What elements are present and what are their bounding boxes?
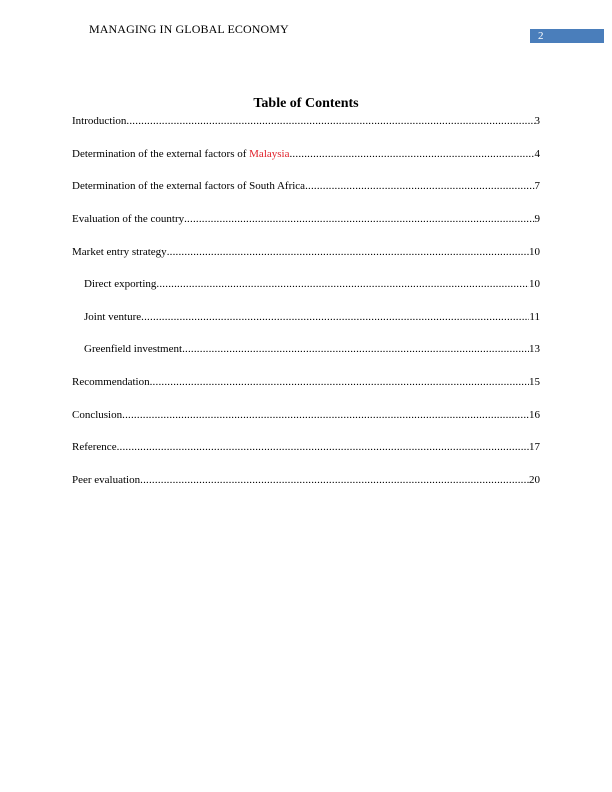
toc-entry-label: Peer evaluation: [72, 474, 141, 486]
toc-entry-label: Determination of the external factors of South Africa: [72, 180, 306, 192]
toc-leader-dots: [141, 310, 529, 325]
toc-entry-label: Recommendation: [72, 376, 150, 388]
toc-entry-label: Market entry strategy: [72, 246, 167, 258]
toc-entry-page: 20: [529, 474, 540, 486]
toc-title: Table of Contents: [253, 96, 359, 111]
toc-leader-dots: [122, 408, 529, 423]
toc-entry-joint-venture[interactable]: [72, 310, 540, 325]
running-header-title: MANAGING IN GLOBAL ECONOMY: [89, 22, 289, 36]
toc-entry-page: 11: [529, 311, 540, 323]
toc-entry-page: 4: [534, 148, 540, 160]
toc-entry-page: 10: [529, 278, 540, 290]
toc-entry-label: Conclusion: [72, 409, 123, 421]
toc-entry-page: 9: [534, 213, 540, 225]
toc-leader-dots: [117, 440, 529, 455]
toc-entry-page: 10: [529, 246, 540, 258]
toc-entry-page: 16: [529, 409, 540, 421]
toc-entry-label: Joint venture: [84, 311, 142, 323]
page-number-badge: 2: [530, 29, 604, 43]
toc-entry-external-factors-malaysia[interactable]: [72, 147, 540, 162]
toc-leader-dots: [182, 342, 529, 357]
toc-leader-dots: [126, 114, 534, 129]
toc-entry-label: Direct exporting: [84, 278, 157, 290]
toc-entry-label: Evaluation of the country: [72, 213, 185, 225]
toc-entry-highlight: Malaysia: [249, 148, 290, 160]
toc-leader-dots: [305, 179, 534, 194]
toc-entry-page: 3: [534, 115, 540, 127]
toc-leader-dots: [167, 245, 529, 260]
toc-entry-label: Greenfield investment: [84, 343, 183, 355]
toc-entry-peer-evaluation[interactable]: [72, 473, 540, 488]
toc-entry-market-entry-strategy[interactable]: [72, 245, 540, 260]
toc-entry-page: 7: [534, 180, 540, 192]
toc-entry-evaluation[interactable]: [72, 212, 540, 227]
toc-entry-reference[interactable]: [72, 440, 540, 455]
toc-leader-dots: [289, 147, 534, 162]
toc-leader-dots: [140, 473, 529, 488]
toc-entry-greenfield-investment[interactable]: [72, 342, 540, 357]
toc-leader-dots: [150, 375, 529, 390]
toc-entry-label: [72, 147, 289, 162]
toc-entry-direct-exporting[interactable]: [72, 277, 540, 292]
toc-entry-label: Reference: [72, 441, 117, 453]
toc-entry-recommendation[interactable]: [72, 375, 540, 390]
toc-entry-page: 17: [529, 441, 540, 453]
toc-entry-page: 15: [529, 376, 540, 388]
toc-entry-introduction[interactable]: [72, 114, 540, 129]
toc-entry-external-factors-south-africa[interactable]: [72, 179, 540, 194]
toc-entry-label-text: Determination of the external factors of: [72, 148, 250, 160]
toc-leader-dots: [184, 212, 534, 227]
toc-entry-conclusion[interactable]: [72, 408, 540, 423]
toc-entry-page: 13: [529, 343, 540, 355]
toc-leader-dots: [156, 277, 529, 292]
toc-entry-label: Introduction: [72, 115, 127, 127]
